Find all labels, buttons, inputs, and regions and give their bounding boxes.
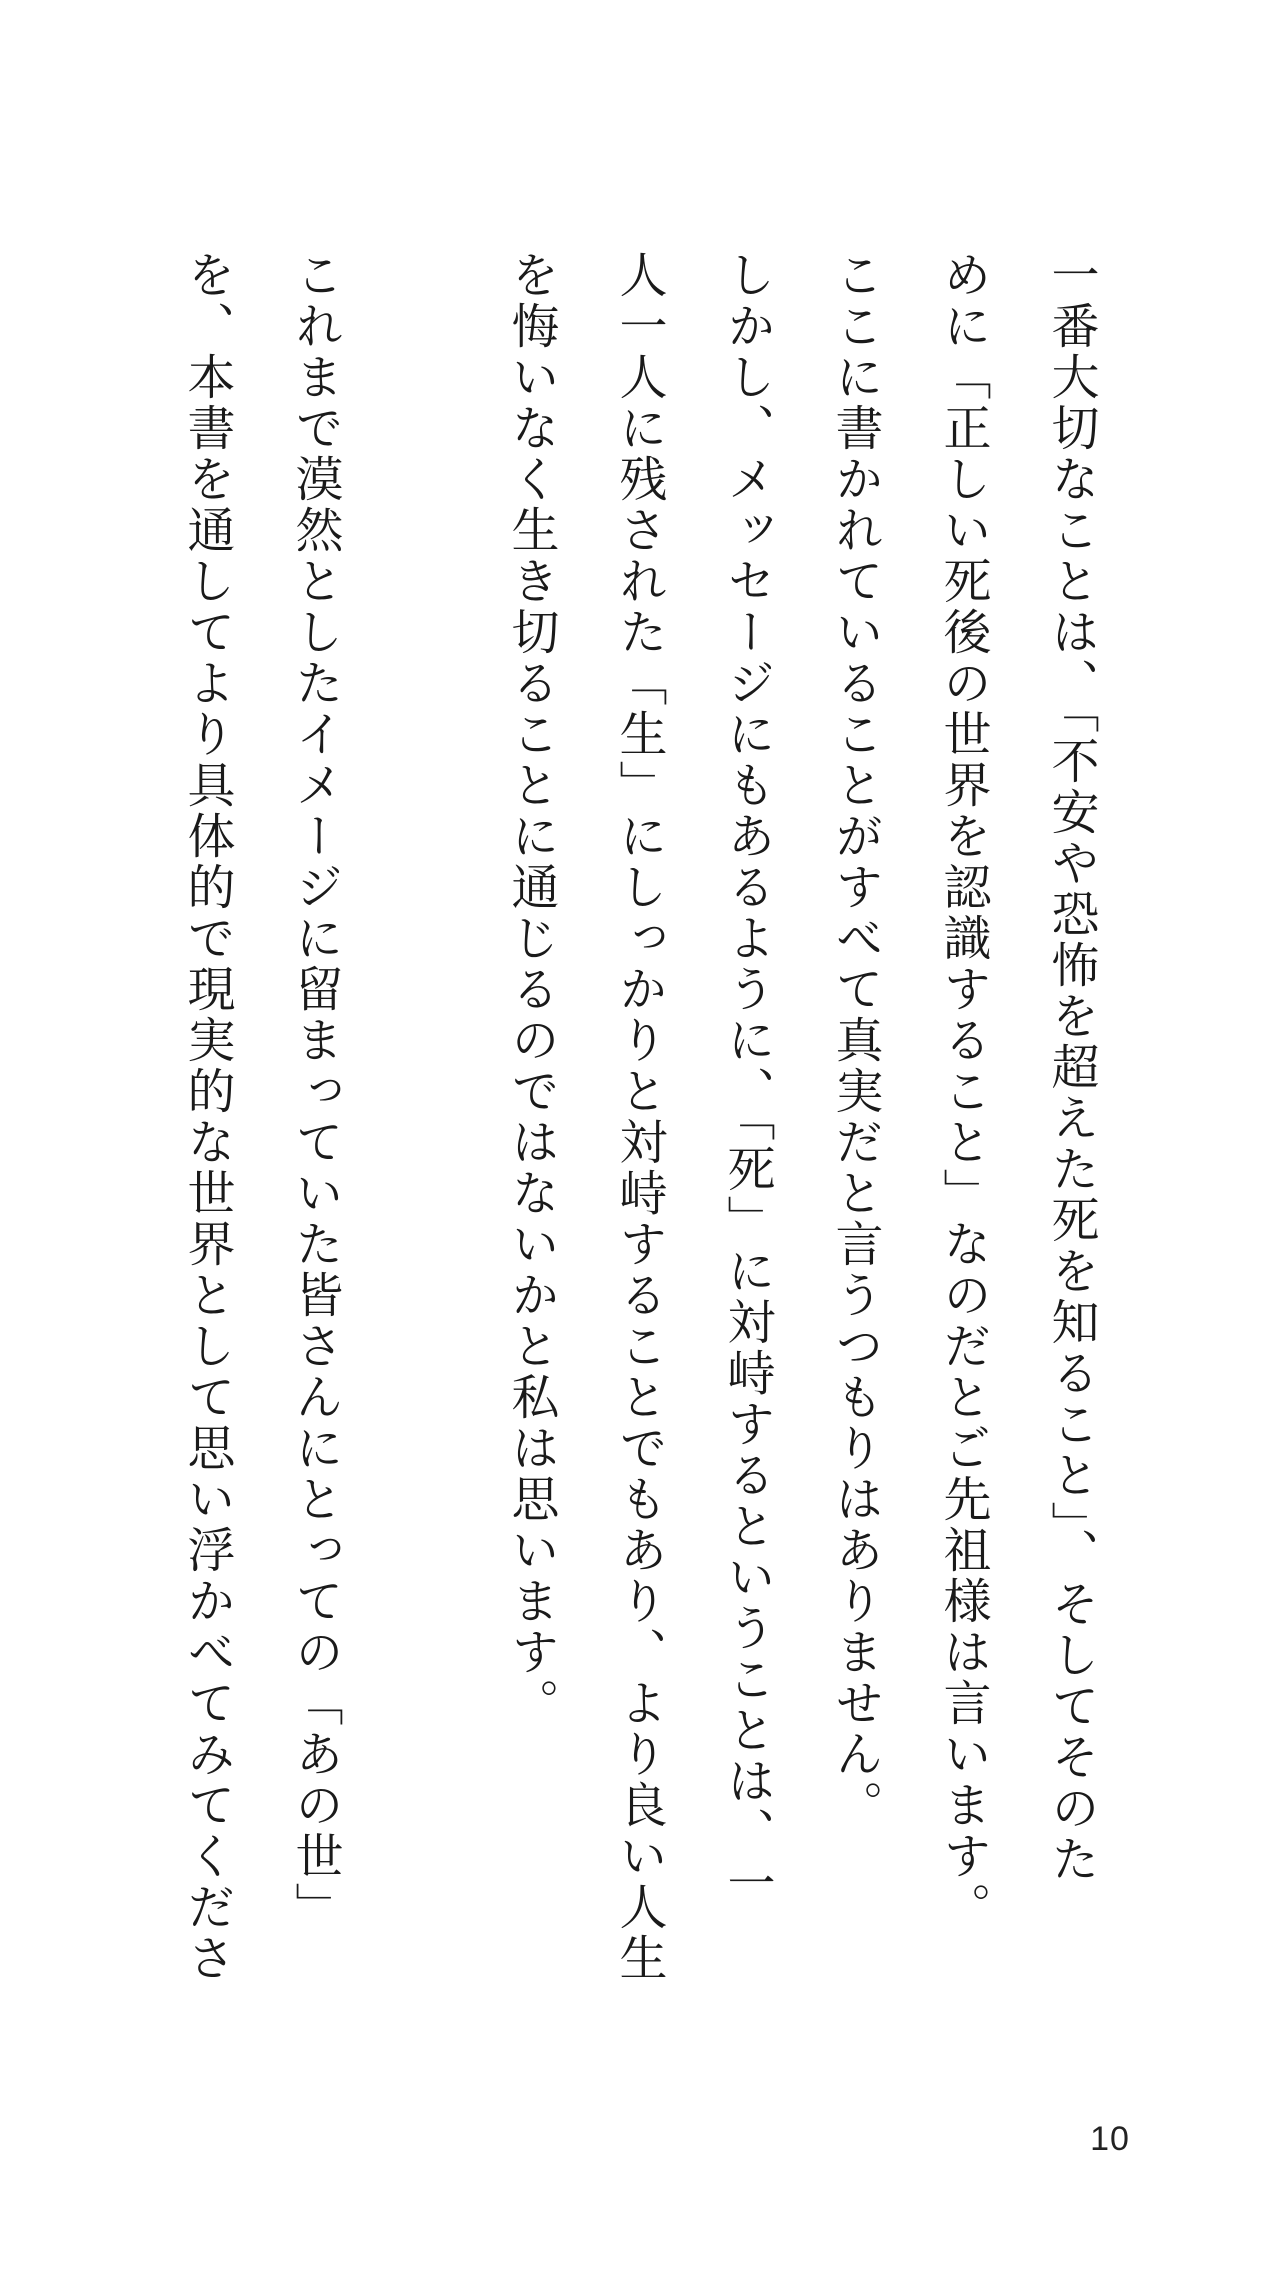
text-line-8: を、本書を通してより具体的で現実的な世界として思い浮かべてみてくださ [179,250,235,1984]
page-number: 10 [1090,2120,1130,2158]
text-line-2: めに「正しい死後の世界を認識すること」なのだとご先祖様は言います。 [935,250,991,1933]
paragraph-gap [369,250,477,2120]
text-line-3: ここに書かれていることがすべて真実だと言うつもりはありません。 [827,250,883,1831]
text-line-4: しかし、メッセージにもあるように、「死」に対峙するということは、一 [719,250,775,1909]
text-line-5: 人一人に残された「生」にしっかりと対峙することでもあり、より良い人生 [611,250,667,1984]
text-line-7: これまで漠然としたイメージに留まっていた皆さんにとっての「あの世」 [287,250,343,1933]
text-line-6: を悔いなく生き切ることに通じるのではないかと私は思います。 [503,250,559,1729]
vertical-body-text [153,250,1125,2120]
text-line-1: 一番大切なことは、「不安や恐怖を超えた死を知ること」、そしてそのた [1043,250,1099,1885]
